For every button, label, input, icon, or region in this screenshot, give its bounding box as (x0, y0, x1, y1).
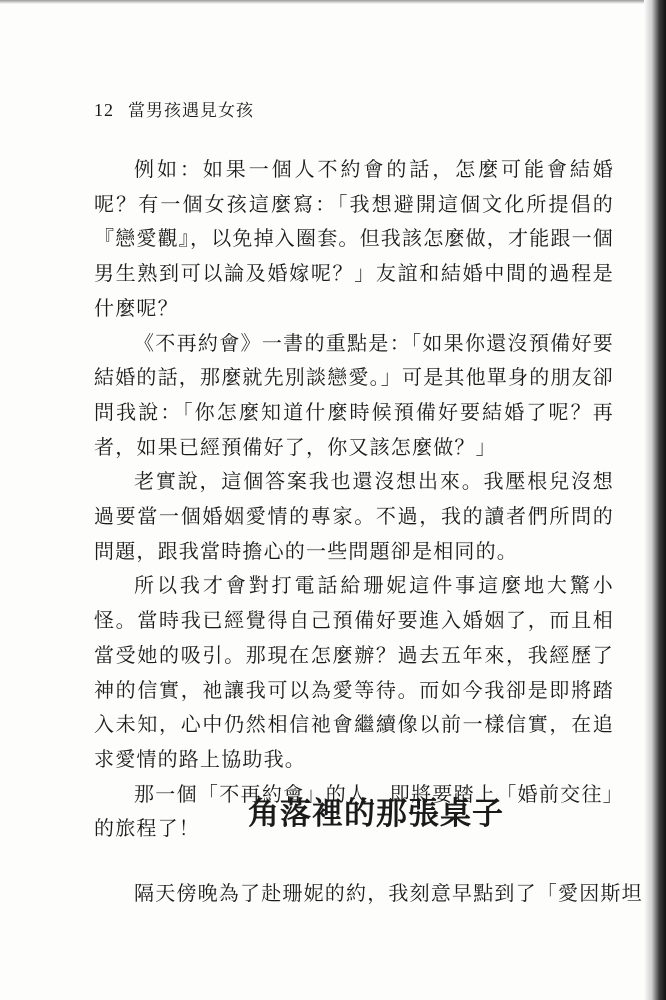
paragraph-1: 例如：如果一個人不約會的話，怎麼可能會結婚呢？有一個女孩這麼寫：「我想避開這個文化所提倡的『戀愛觀』，以免掉入圈套。但我該怎麼做，才能跟一個男生熟到可以論及婚嫁呢？」友誼和結婚中間的過程是什麼呢？ (94, 157, 614, 320)
paragraph-4: 所以我才會對打電話給珊妮這件事這麼地大驚小怪。當時我已經覺得自己預備好要進入婚姻了，而且相當受她的吸引。那現在怎麼辦？過去五年來，我經歷了神的信實，祂讓我可以為愛等待。而如今我卻是即將踏入未知，心中仍然相信祂會繼續像以前一樣信實，在追求愛情的路上協助我。 (94, 573, 614, 771)
paragraph-2: 《不再約會》一書的重點是：「如果你還沒預備好要結婚的話，那麼就先別談戀愛。」可是其他單身的朋友卻問我說：「你怎麼知道什麼時候預備好要結婚了呢？再者，如果已經預備好了，你又該怎麼做？」 (94, 330, 614, 459)
scan-top-edge (0, 0, 666, 4)
section-heading: 角落裡的那張桌子 (248, 796, 504, 832)
running-header (94, 96, 254, 121)
page-number: 12 (94, 100, 114, 120)
paragraph-3: 老實說，這個答案我也還沒想出來。我壓根兒沒想過要當一個婚姻愛情的專家。不過，我的讀者們所問的問題，跟我當時擔心的一些問題卻是相同的。 (94, 469, 614, 563)
paragraph-6: 隔天傍晚為了赴珊妮的約，我刻意早點到了「愛因斯坦 (134, 881, 643, 905)
scan-right-edge (644, 0, 666, 1000)
body-text (94, 152, 614, 846)
running-title: 當男孩遇見女孩 (128, 101, 254, 121)
paragraph-5: 那一個「不再約會」的人，即將要踏上「婚前交往」的旅程了！ (94, 781, 614, 841)
section-body (94, 876, 643, 911)
